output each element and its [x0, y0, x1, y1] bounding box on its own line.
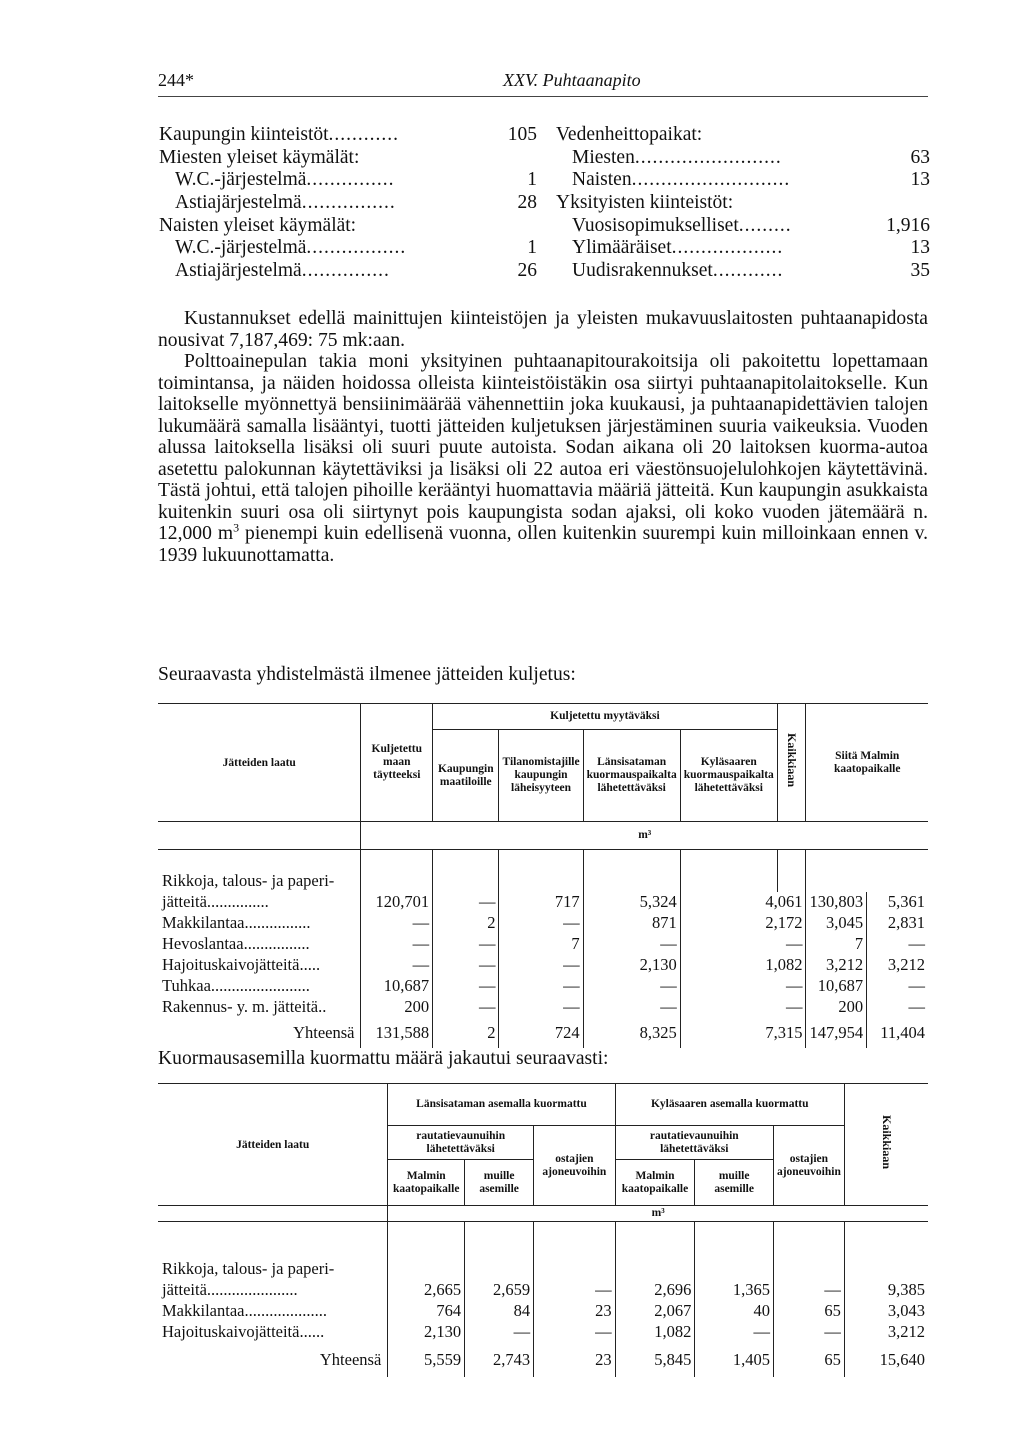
stat-row — [556, 215, 930, 238]
stat-label — [175, 192, 396, 215]
stat-row — [556, 192, 930, 215]
t2-row-leader-dots: .................... — [244, 1301, 327, 1320]
stat-label — [175, 169, 395, 192]
t2-header-muille-k: muille asemille — [695, 1160, 774, 1206]
t1-cell-kaikkiaan: 200 — [806, 997, 867, 1018]
t1-cell-lansisatama: 2,130 — [583, 955, 680, 976]
t1-cell-tilanomistajille: — — [499, 976, 583, 997]
stat-label — [159, 124, 399, 147]
running-head — [158, 70, 928, 92]
stat-leader-dots: ............ — [328, 124, 400, 145]
t1-total-maatiloille: 2 — [433, 1018, 499, 1048]
t2-cell-muille-k: 1,365 — [695, 1280, 774, 1301]
stat-row — [159, 260, 537, 283]
t1-cell-tilanomistajille: 717 — [499, 892, 583, 913]
t1-cell-taytteeksi: — — [361, 913, 433, 934]
t2-row-label — [158, 1280, 388, 1301]
stat-leader-dots: ............ — [712, 260, 784, 282]
table-row — [158, 997, 928, 1018]
t1-cell-malmi: 3,212 — [867, 955, 928, 976]
t1-cell-maatiloille: — — [433, 976, 499, 997]
t1-cell-kylasaari: 1,082 — [680, 955, 806, 976]
t1-cell-kylasaari: — — [680, 934, 806, 955]
t1-row-leader-dots: .. — [318, 997, 327, 1016]
stat-value: 63 — [910, 146, 930, 168]
body-text — [158, 308, 928, 566]
stat-value: 28 — [517, 192, 537, 214]
t2-row-leader-dots: ...... — [299, 1322, 325, 1341]
t2-total-malmi-l: 5,559 — [388, 1343, 465, 1377]
t1-cell-taytteeksi: — — [361, 955, 433, 976]
table2-caption: Kuormausasemilla kuormattu määrä jakautui seuraavasti: — [158, 1048, 609, 1069]
t2-cell-ostajien-k: — — [773, 1280, 844, 1301]
stat-row — [556, 260, 930, 283]
loading-stations-table — [158, 1083, 928, 1377]
t1-row-label-line1: Rikkoja, talous- ja paperi- — [162, 870, 335, 890]
t1-unit: m³ — [361, 822, 928, 850]
t2-total-label: Yhteensä — [319, 1349, 382, 1369]
t1-row-label-text: Rakennus- y. m. jätteitä — [162, 997, 319, 1016]
t1-cell-taytteeksi: 200 — [361, 997, 433, 1018]
running-title: XXV. Puhtaanapito — [503, 70, 641, 90]
t1-cell-kylasaari: — — [680, 976, 806, 997]
stat-label-text: Naisten — [572, 169, 632, 191]
table-row — [158, 1322, 928, 1343]
stat-leader-dots: ................ — [301, 192, 396, 214]
t1-row-label-text: Hevoslantaa — [162, 934, 244, 953]
t2-cell-malmi-k: 2,696 — [615, 1280, 695, 1301]
t2-header-ostajien-l: ostajien ajoneuvoihin — [534, 1126, 616, 1206]
stat-row — [159, 237, 537, 260]
stat-label-text: Astiajärjestelmä — [175, 192, 302, 214]
t2-header-lansisatama: Länsisataman asemalla kuormattu — [388, 1084, 615, 1126]
t1-row-label-text: Makkilantaa — [162, 913, 245, 932]
paragraph-transport-a: Polttoainepulan takia moni yksityinen puhtaanapitourakoitsija oli pakoitettu lopettamaan toimintansa, ja näiden hoidossa olleista kiinteistöistäkin osa siirtyi puhtaanapitolaitokselle. Kun laitokselle myönnettyä bensiinimäärää vähennettiin joka kuukausi, ja puhtaanapidettävien talojen lukumäärä samalla lisääntyi, tuotti jätteiden kuljetuksen järjestäminen suuria vaikeuksia. Vuoden alussa laitoksella lisäksi oli suuri puute autoista. Sodan aikana oli 20 laitoksen kuorma-autoa asetettu palokunnan käytettäviksi ja lisäksi oli 22 autoa eri väestönsuojelulohkojen käytettävinä. Tästä johtui, että talojen pihoille kerääntyi huomattavia määriä jätteitä. Kun kaupungin asukkaista kuitenkin suuri osa oli siirtynyt pois kaupungista sodan ajaksi, oli koko vuoden jätemäärä n. 12,000 m — [158, 351, 928, 544]
t2-unit: m³ — [388, 1206, 928, 1222]
stat-value: 1 — [527, 237, 537, 259]
t1-cell-tilanomistajille: 7 — [499, 934, 583, 955]
stat-label-text: Ylimääräiset — [572, 237, 672, 259]
t2-header-malmi-k: Malmin kaatopaikalle — [615, 1160, 695, 1206]
t2-cell-muille-l: — — [465, 1322, 534, 1343]
table-row — [158, 1280, 928, 1301]
t2-cell-malmi-k: 1,082 — [615, 1322, 695, 1343]
t1-cell-maatiloille: — — [433, 955, 499, 976]
t1-total-kaikkiaan: 147,954 — [806, 1018, 867, 1048]
table-row — [158, 955, 928, 976]
t2-header-kylasaari: Kyläsaaren asemalla kuormattu — [615, 1084, 844, 1126]
t2-total-malmi-k: 5,845 — [615, 1343, 695, 1377]
t1-cell-lansisatama: 871 — [583, 913, 680, 934]
waste-transport-table — [158, 703, 928, 1048]
stat-label-text: Uudisrakennukset — [572, 260, 713, 282]
stat-label — [572, 169, 790, 192]
t1-row-label — [158, 997, 361, 1018]
stat-value: 26 — [517, 260, 537, 282]
t1-header-laatu: Jätteiden laatu — [222, 756, 296, 769]
t1-cell-lansisatama: — — [583, 997, 680, 1018]
t2-header-rautatie-l: rautatievaunuihin lähetettäväksi — [388, 1126, 534, 1160]
t2-total-muille-l: 2,743 — [465, 1343, 534, 1377]
stat-leader-dots: ......................... — [634, 146, 782, 168]
stat-label-text: Naisten yleiset käymälät: — [159, 214, 357, 236]
t1-cell-maatiloille: — — [433, 892, 499, 913]
t2-cell-malmi-l: 764 — [388, 1301, 465, 1322]
t1-cell-kaikkiaan: 7 — [806, 934, 867, 955]
t2-header-laatu: Jätteiden laatu — [236, 1138, 310, 1151]
page-number: 244* — [158, 70, 194, 90]
stat-label-text: Miesten yleiset käymälät: — [159, 146, 360, 168]
t1-row-label-text: jätteitä — [162, 892, 207, 911]
stat-label-text: Astiajärjestelmä — [175, 260, 302, 282]
t1-cell-lansisatama: — — [583, 934, 680, 955]
t2-cell-kaikkiaan: 9,385 — [844, 1280, 928, 1301]
stat-row — [159, 147, 537, 170]
t2-row-label — [158, 1301, 388, 1322]
t1-cell-kaikkiaan: 3,045 — [806, 913, 867, 934]
t2-cell-muille-l: 84 — [465, 1301, 534, 1322]
stat-label — [556, 124, 702, 147]
stat-value: 13 — [910, 169, 930, 191]
stat-label — [556, 192, 733, 215]
stat-row — [556, 169, 930, 192]
t1-cell-malmi: — — [867, 934, 928, 955]
stat-label — [175, 260, 390, 283]
t1-row-label — [158, 934, 361, 955]
t2-header-ostajien-k: ostajien ajoneuvoihin — [773, 1126, 844, 1206]
t1-header-lansisatama: Länsisataman kuormauspaikalta lähetettäväksi — [583, 730, 680, 822]
t1-row-label-text: Tuhkaa — [162, 976, 211, 995]
t1-cell-kaikkiaan: 3,212 — [806, 955, 867, 976]
paragraph-costs: Kustannukset edellä mainittujen kiinteistöjen ja yleisten mukavuuslaitosten puhtaanapidosta nousivat 7,187,469: 75 mk:aan. — [158, 308, 928, 351]
t2-row-label-text: Makkilantaa — [162, 1301, 245, 1320]
stat-row — [159, 169, 537, 192]
t2-cell-muille-l: 2,659 — [465, 1280, 534, 1301]
stat-label-text: Miesten — [572, 146, 635, 168]
t2-header-rautatie-k: rautatievaunuihin lähetettäväksi — [615, 1126, 773, 1160]
stat-row — [556, 124, 930, 147]
t1-cell-kaikkiaan: 10,687 — [806, 976, 867, 997]
t1-cell-maatiloille: — — [433, 997, 499, 1018]
t2-row-label-text: Hajoituskaivojätteitä — [162, 1322, 300, 1341]
table-row — [158, 913, 928, 934]
stat-row — [556, 237, 930, 260]
t2-cell-muille-k: — — [695, 1322, 774, 1343]
t2-header-kaikkiaan: Kaikkiaan — [879, 1114, 894, 1170]
t1-cell-lansisatama: — — [583, 976, 680, 997]
stat-label-text: Yksityisten kiinteistöt: — [556, 192, 734, 214]
stat-leader-dots: ......... — [738, 214, 792, 236]
stats-left-column — [159, 124, 537, 283]
stat-leader-dots: ............... — [301, 260, 390, 282]
paragraph-transport — [158, 351, 928, 566]
t1-total-taytteeksi: 131,588 — [361, 1018, 433, 1048]
t2-total-kaikkiaan: 15,640 — [844, 1343, 928, 1377]
t2-row-label-line1: Rikkoja, talous- ja paperi- — [162, 1258, 335, 1278]
t1-row-label — [158, 955, 361, 976]
t1-total-label: Yhteensä — [293, 1022, 355, 1042]
t2-cell-malmi-l: 2,130 — [388, 1322, 465, 1343]
stat-label-text: W.C.-järjestelmä — [175, 237, 307, 259]
table1-caption: Seuraavasta yhdistelmästä ilmenee jätteiden kuljetus: — [158, 664, 576, 685]
t1-cell-maatiloille: 2 — [433, 913, 499, 934]
t1-header-taytteeksi: Kuljetettu maan täytteeksi — [361, 704, 433, 822]
stat-label-text: Vuosisopimukselliset — [572, 214, 739, 236]
t2-row-label — [158, 1322, 388, 1343]
t2-total-ostajien-k: 65 — [773, 1343, 844, 1377]
t2-cell-malmi-l: 2,665 — [388, 1280, 465, 1301]
t2-body — [158, 1258, 928, 1343]
t1-header-maatiloille: Kaupungin maatiloille — [433, 730, 499, 822]
stat-label-text: Vedenheittopaikat: — [556, 124, 703, 145]
t1-cell-taytteeksi: 120,701 — [361, 892, 433, 913]
header-rule — [158, 96, 928, 97]
t1-body — [158, 870, 928, 1018]
stat-leader-dots: ................. — [306, 237, 407, 259]
t2-row-label-text: jätteitä — [162, 1280, 207, 1299]
t1-header-malmi: Siitä Malmin kaatopaikalle — [806, 704, 928, 822]
t1-row-label — [158, 913, 361, 934]
t1-row-label — [158, 892, 361, 913]
stat-label — [572, 260, 783, 283]
stat-leader-dots: ........................... — [631, 169, 791, 191]
stat-value: 105 — [507, 124, 537, 145]
t2-cell-ostajien-l: — — [534, 1280, 616, 1301]
t1-cell-kaikkiaan: 130,803 — [806, 892, 867, 913]
t1-cell-malmi: — — [867, 976, 928, 997]
stat-label — [572, 215, 792, 238]
table-row — [158, 976, 928, 997]
stat-row — [159, 215, 537, 238]
t2-row-leader-dots: ...................... — [206, 1280, 298, 1299]
t1-cell-tilanomistajille: — — [499, 913, 583, 934]
t1-row-leader-dots: ................ — [243, 934, 310, 953]
stat-label-text: Kaupungin kiinteistöt — [159, 124, 329, 145]
t1-cell-kylasaari: — — [680, 997, 806, 1018]
t1-cell-tilanomistajille: — — [499, 955, 583, 976]
t1-cell-taytteeksi: 10,687 — [361, 976, 433, 997]
t1-cell-lansisatama: 5,324 — [583, 892, 680, 913]
stat-row — [159, 124, 537, 147]
t1-row-label — [158, 976, 361, 997]
stat-leader-dots: ................... — [671, 237, 784, 259]
stat-leader-dots: ............... — [306, 169, 395, 191]
t1-row-leader-dots: ............... — [206, 892, 269, 911]
t1-row-leader-dots: ................ — [244, 913, 311, 932]
t2-cell-ostajien-k: 65 — [773, 1301, 844, 1322]
table-row-label — [158, 870, 928, 892]
t2-cell-muille-k: 40 — [695, 1301, 774, 1322]
stat-label — [159, 215, 356, 238]
t1-row-label-text: Hajoituskaivojätteitä — [162, 955, 300, 974]
t2-cell-kaikkiaan: 3,043 — [844, 1301, 928, 1322]
t2-cell-malmi-k: 2,067 — [615, 1301, 695, 1322]
t1-total-tilanomistajille: 724 — [499, 1018, 583, 1048]
table-row — [158, 892, 928, 913]
t1-cell-kylasaari: 4,061 — [680, 892, 806, 913]
t2-cell-ostajien-l: — — [534, 1322, 616, 1343]
t1-row-leader-dots: ........................ — [210, 976, 310, 995]
stat-value: 1,916 — [886, 214, 930, 236]
stat-value: 35 — [910, 260, 930, 282]
t1-cell-taytteeksi: — — [361, 934, 433, 955]
paragraph-transport-b: pienempi kuin edellisenä vuonna, ollen kuitenkin suurempi kuin milloinkaan ennen v. 1939 lukuunottamatta. — [158, 523, 928, 566]
stat-label — [572, 147, 782, 170]
stat-label — [175, 237, 406, 260]
t2-header-malmi-l: Malmin kaatopaikalle — [388, 1160, 465, 1206]
t2-cell-kaikkiaan: 3,212 — [844, 1322, 928, 1343]
table-row — [158, 934, 928, 955]
t1-row-leader-dots: ..... — [299, 955, 321, 974]
t2-total-ostajien-l: 23 — [534, 1343, 616, 1377]
t1-total-malmi: 11,404 — [867, 1018, 928, 1048]
t1-header-kaikkiaan: Kaikkiaan — [785, 732, 800, 788]
stat-label — [159, 147, 359, 170]
t1-header-kylasaari: Kyläsaaren kuormauspaikalta lähetettäväksi — [680, 730, 777, 822]
t2-total-muille-k: 1,405 — [695, 1343, 774, 1377]
stat-value: 13 — [910, 237, 930, 259]
t1-cell-malmi: — — [867, 997, 928, 1018]
t1-header-tilanomistajille: Tilanomistajille kaupungin läheisyyteen — [499, 730, 583, 822]
t1-total-kylasaari: 7,315 — [680, 1018, 806, 1048]
superscript-3: 3 — [233, 520, 240, 535]
t2-cell-ostajien-k: — — [773, 1322, 844, 1343]
t1-cell-tilanomistajille: — — [499, 997, 583, 1018]
stat-label-text: W.C.-järjestelmä — [175, 169, 307, 191]
t2-cell-ostajien-l: 23 — [534, 1301, 616, 1322]
stat-label — [572, 237, 783, 260]
table-row — [158, 1301, 928, 1322]
stat-value: 1 — [527, 169, 537, 191]
t1-total-lansisatama: 8,325 — [583, 1018, 680, 1048]
t1-cell-kylasaari: 2,172 — [680, 913, 806, 934]
stat-row — [556, 147, 930, 170]
t1-cell-malmi: 2,831 — [867, 913, 928, 934]
t1-header-myytavaksi: Kuljetettu myytäväksi — [433, 704, 778, 730]
t1-cell-malmi: 5,361 — [867, 892, 928, 913]
table-row-label — [158, 1258, 928, 1280]
stat-row — [159, 192, 537, 215]
t1-cell-maatiloille: — — [433, 934, 499, 955]
stats-right-column — [556, 124, 930, 283]
t2-header-muille-l: muille asemille — [465, 1160, 534, 1206]
